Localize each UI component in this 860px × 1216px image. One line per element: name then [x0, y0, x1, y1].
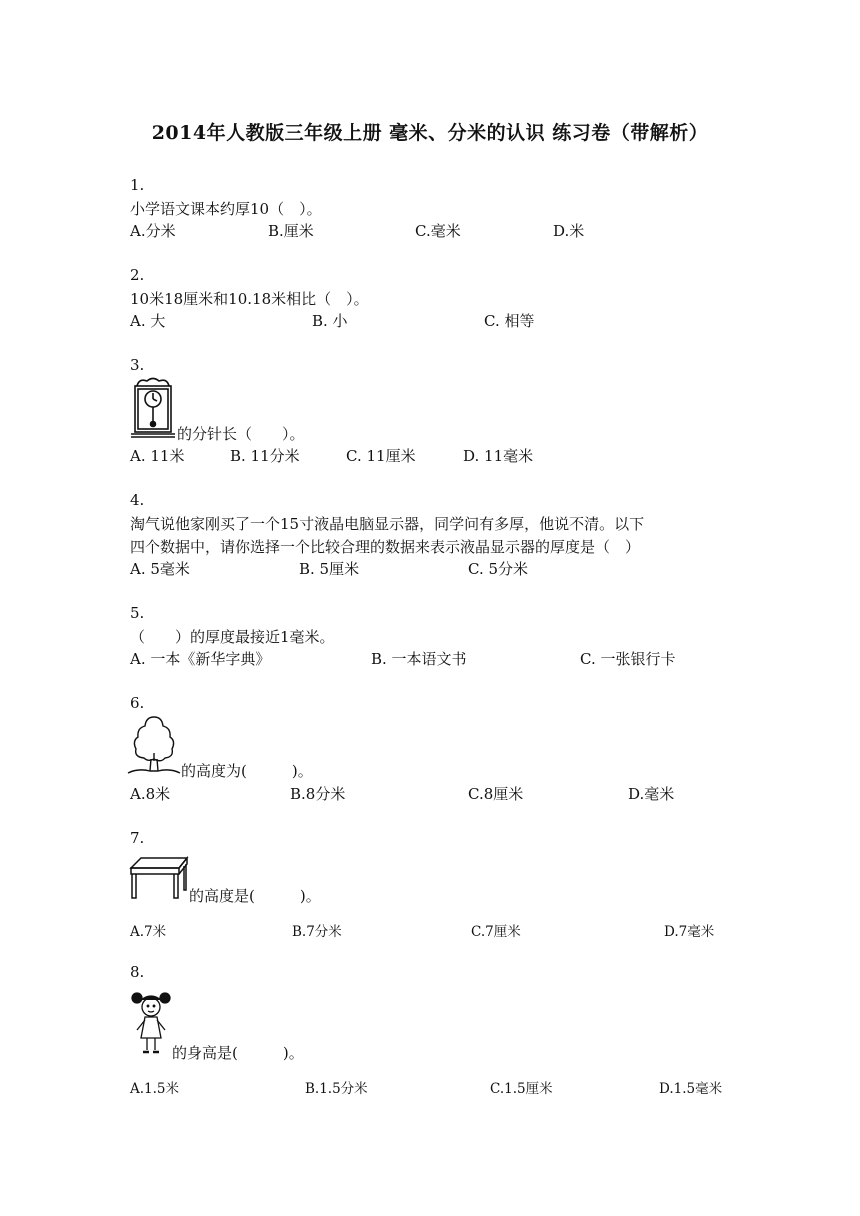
question-7-stem: 的高度是( )。: [189, 887, 321, 905]
question-3-option-c: C. 11厘米: [346, 447, 416, 465]
question-1-stem: 小学语文课本约厚10（ ）。: [130, 200, 322, 218]
question-7-option-b: B.7分米: [292, 924, 342, 940]
page-title: 2014年人教版三年级上册 毫米、分米的认识 练习卷（带解析）: [151, 122, 709, 144]
table-image: [129, 856, 189, 902]
question-4-option-a: A. 5毫米: [130, 560, 190, 578]
tree-image: [128, 713, 180, 775]
question-1-option-b: B.厘米: [268, 222, 314, 240]
question-1-option-a: A.分米: [130, 222, 176, 240]
pendulum-clock-image: [129, 376, 177, 438]
question-5-option-c: C. 一张银行卡: [580, 650, 676, 668]
question-4-number: 4.: [130, 491, 145, 509]
question-5-option-b: B. 一本语文书: [371, 650, 467, 668]
question-6-option-d: D.毫米: [628, 785, 675, 803]
question-3-stem: 的分针长（ ）。: [177, 425, 305, 443]
question-7-option-c: C.7厘米: [471, 924, 521, 940]
question-4-stem-line-2: 四个数据中，请你选择一个比较合理的数据来表示液晶显示器的厚度是（ ）: [130, 538, 641, 556]
question-6-option-c: C.8厘米: [468, 785, 524, 803]
question-1-option-d: D.米: [553, 222, 585, 240]
question-5-option-a: A. 一本《新华字典》: [130, 650, 271, 668]
question-5-number: 5.: [130, 604, 145, 622]
question-2-stem: 10米18厘米和10.18米相比（ ）。: [130, 290, 369, 308]
question-8-stem: 的身高是( )。: [172, 1044, 304, 1062]
question-2-option-b: B. 小: [312, 312, 348, 330]
question-8-option-c: C.1.5厘米: [490, 1081, 553, 1097]
question-6-option-a: A.8米: [130, 785, 171, 803]
question-8-option-a: A.1.5米: [130, 1081, 180, 1097]
question-2-number: 2.: [130, 266, 145, 284]
question-4-stem-line-1: 淘气说他家刚买了一个15寸液晶电脑显示器，同学问有多厚，他说不清。以下: [130, 515, 645, 533]
question-8-option-d: D.1.5毫米: [659, 1081, 723, 1097]
question-7-option-a: A.7米: [130, 924, 167, 940]
girl-image: [131, 990, 171, 1058]
question-4-option-c: C. 5分米: [468, 560, 529, 578]
question-8-number: 8.: [130, 963, 145, 981]
question-4-option-b: B. 5厘米: [299, 560, 360, 578]
question-1-option-c: C.毫米: [415, 222, 461, 240]
question-8-option-b: B.1.5分米: [305, 1081, 368, 1097]
question-5-stem: （ ）的厚度最接近1毫米。: [130, 628, 335, 646]
question-2-option-a: A. 大: [130, 312, 166, 330]
question-7-number: 7.: [130, 829, 145, 847]
question-7-option-d: D.7毫米: [664, 924, 715, 940]
question-1-number: 1.: [130, 176, 145, 194]
question-3-number: 3.: [130, 356, 145, 374]
question-2-option-c: C. 相等: [484, 312, 535, 330]
question-3-option-a: A. 11米: [130, 447, 185, 465]
question-6-number: 6.: [130, 694, 145, 712]
question-3-option-d: D. 11毫米: [463, 447, 534, 465]
question-6-stem: 的高度为( )。: [181, 762, 313, 780]
question-6-option-b: B.8分米: [290, 785, 346, 803]
question-3-option-b: B. 11分米: [230, 447, 300, 465]
